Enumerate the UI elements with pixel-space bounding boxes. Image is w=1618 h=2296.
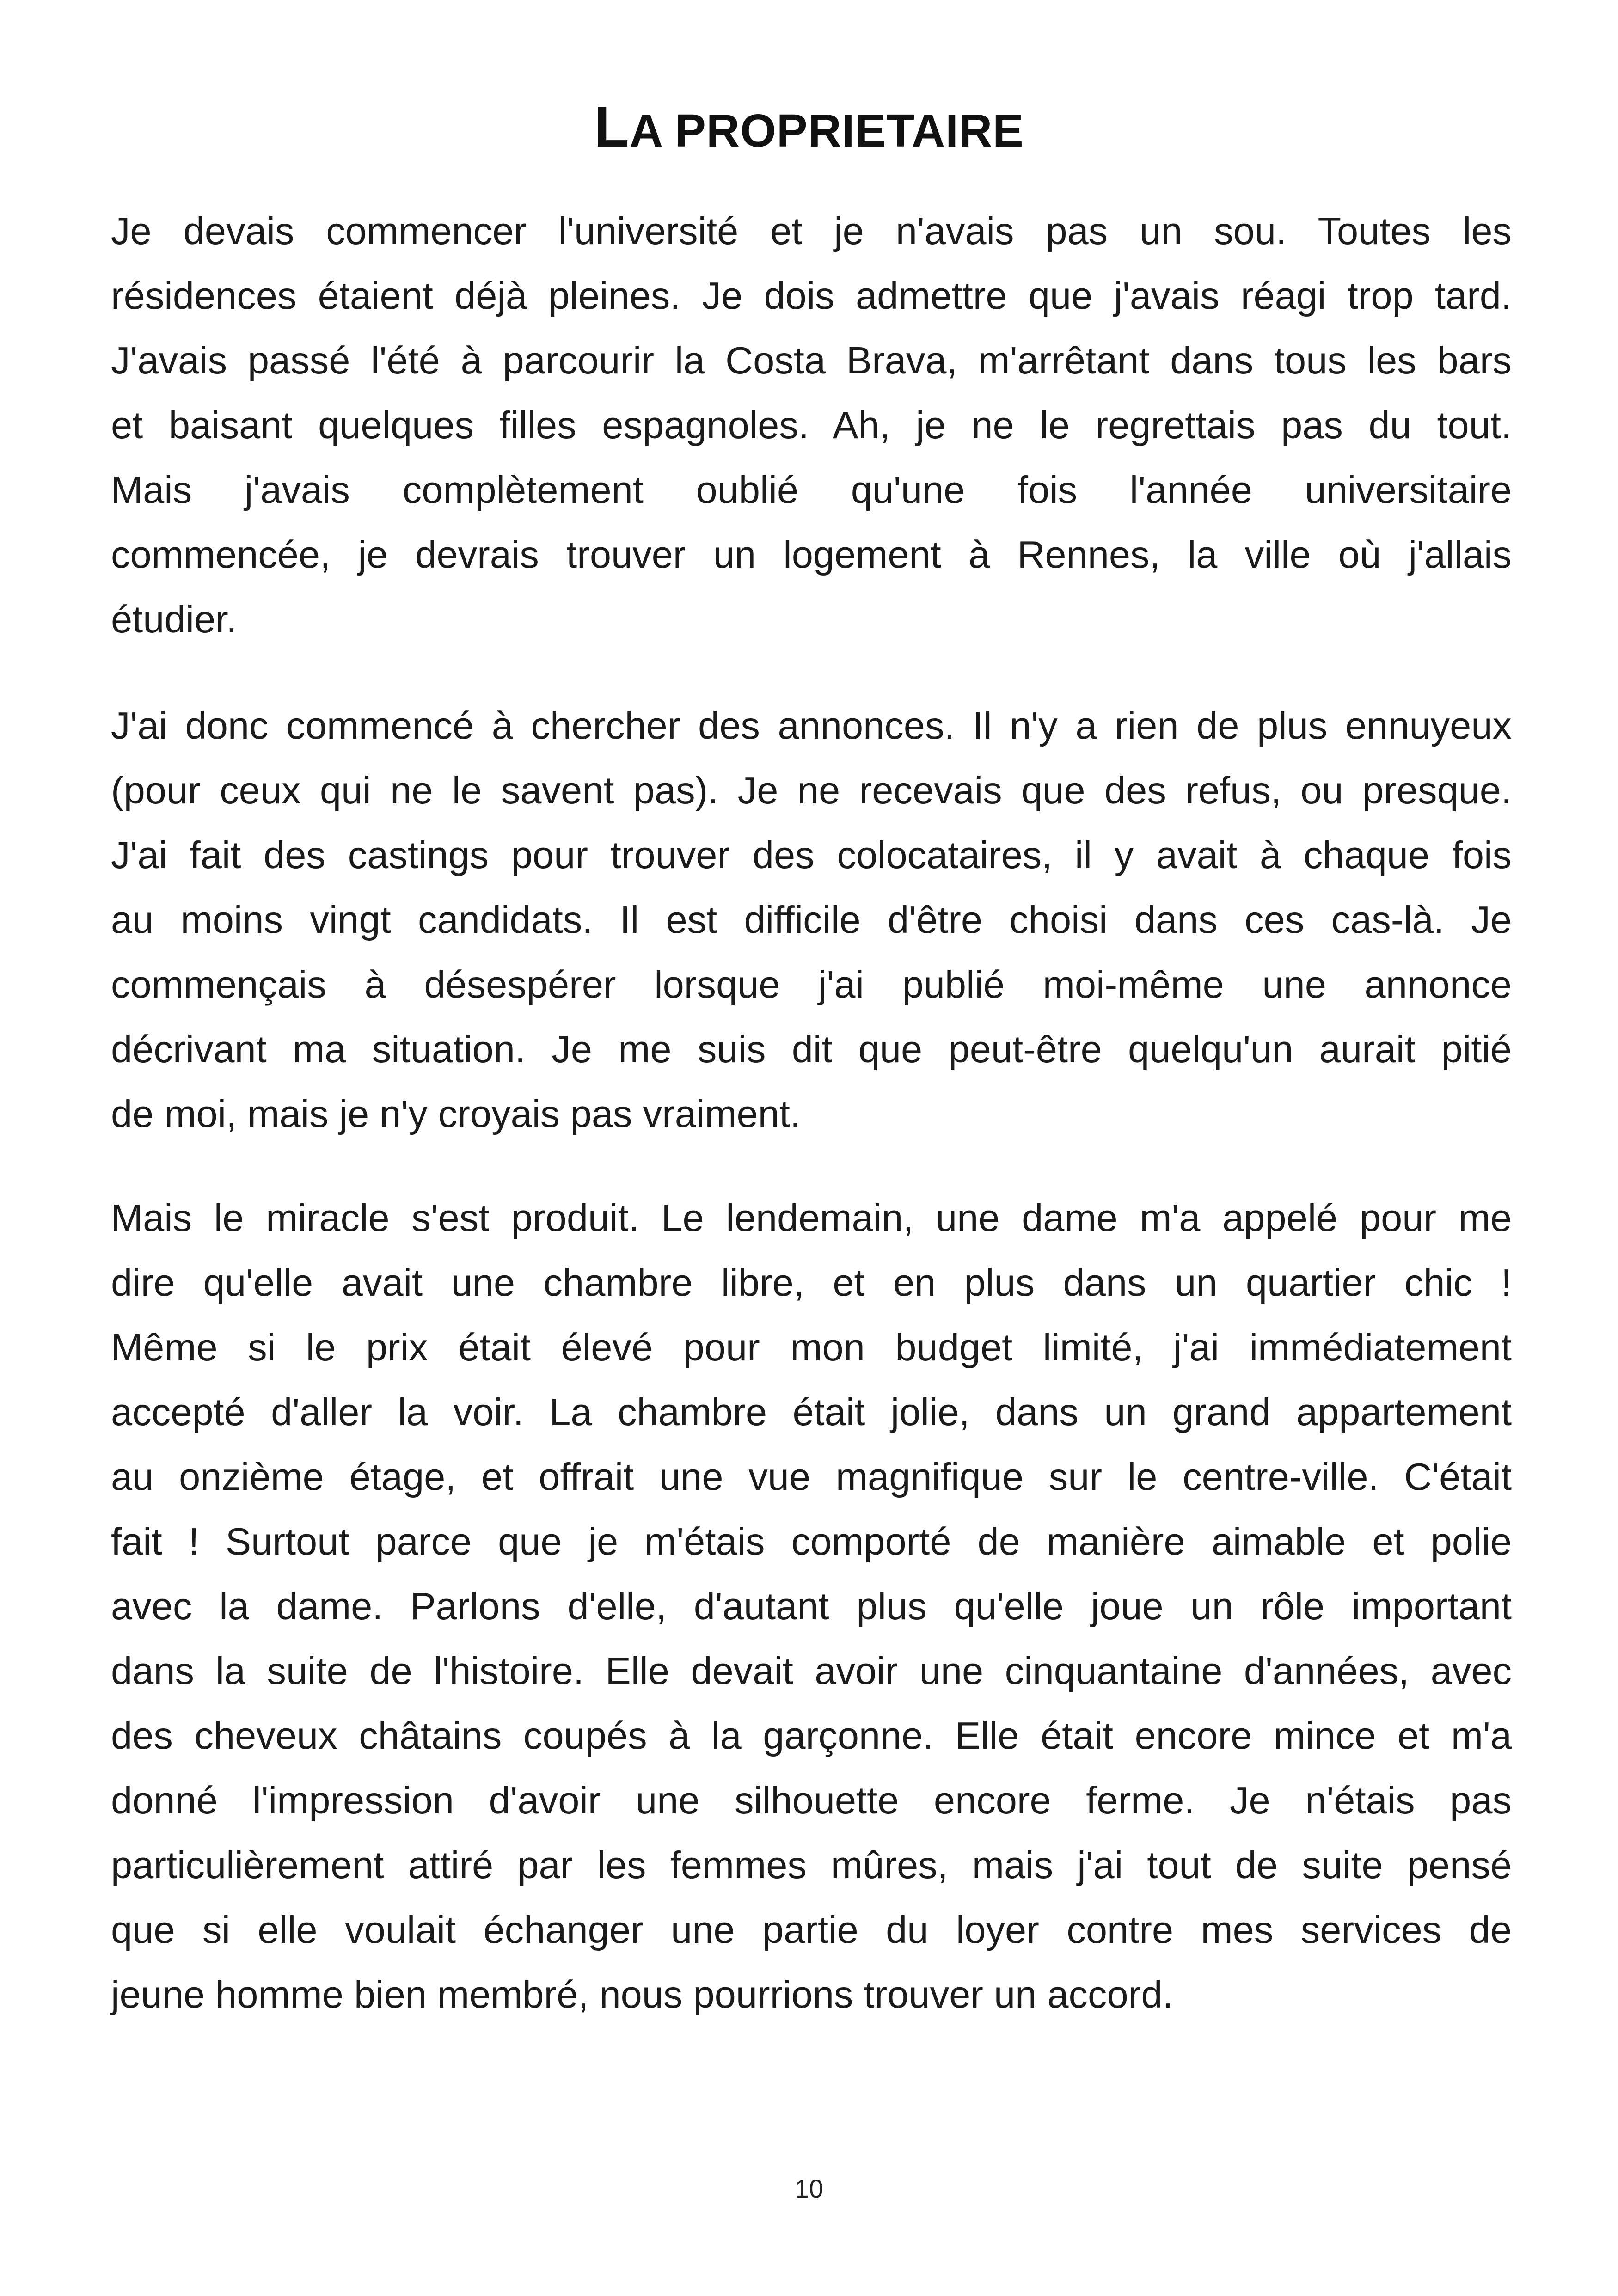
paragraph-line: accepté d'aller la voir. La chambre était jolie, dans un grand appartement (111, 1390, 1512, 1433)
paragraph-line: donné l'impression d'avoir une silhouette encore ferme. Je n'étais pas (111, 1779, 1512, 1822)
paragraph-3 (111, 1186, 1512, 2027)
title-rest: A PROPRIETAIRE (629, 105, 1024, 157)
paragraph-line: dans la suite de l'histoire. Elle devait avoir une cinquantaine d'années, avec (111, 1649, 1512, 1692)
paragraph-line: de moi, mais je n'y croyais pas vraiment. (111, 1092, 801, 1135)
chapter-title (0, 97, 1618, 161)
paragraph-line: décrivant ma situation. Je me suis dit que peut-être quelqu'un aurait pitié (111, 1028, 1512, 1071)
paragraph-1 (111, 199, 1512, 652)
paragraph-line: (pour ceux qui ne le savent pas). Je ne recevais que des refus, ou presque. (111, 769, 1512, 812)
paragraph-line: dire qu'elle avait une chambre libre, et en plus dans un quartier chic ! (111, 1261, 1512, 1304)
paragraph-line: avec la dame. Parlons d'elle, d'autant plus qu'elle joue un rôle important (111, 1585, 1512, 1628)
paragraph-line: particulièrement attiré par les femmes mûres, mais j'ai tout de suite pensé (111, 1843, 1512, 1886)
paragraph-line: et baisant quelques filles espagnoles. Ah, je ne le regrettais pas du tout. (111, 404, 1512, 447)
paragraph-line: J'ai donc commencé à chercher des annonces. Il n'y a rien de plus ennuyeux (111, 704, 1512, 747)
paragraph-line: J'ai fait des castings pour trouver des colocataires, il y avait à chaque fois (111, 833, 1512, 876)
paragraph-line: résidences étaient déjà pleines. Je dois admettre que j'avais réagi trop tard. (111, 274, 1512, 317)
paragraph-line: Je devais commencer l'université et je n'avais pas un sou. Toutes les (111, 209, 1512, 252)
paragraph-2 (111, 693, 1512, 1146)
paragraph-line: commençais à désespérer lorsque j'ai publié moi-même une annonce (111, 963, 1512, 1006)
paragraph-line: étudier. (111, 598, 237, 641)
paragraph-line: des cheveux châtains coupés à la garçonne. Elle était encore mince et m'a (111, 1714, 1512, 1757)
paragraph-line: fait ! Surtout parce que je m'étais comporté de manière aimable et polie (111, 1520, 1512, 1563)
paragraph-line: Mais le miracle s'est produit. Le lendemain, une dame m'a appelé pour me (111, 1196, 1512, 1239)
title-initial: L (594, 95, 630, 159)
paragraph-line: au onzième étage, et offrait une vue magnifique sur le centre-ville. C'était (111, 1455, 1512, 1498)
paragraph-line: J'avais passé l'été à parcourir la Costa Brava, m'arrêtant dans tous les bars (111, 339, 1512, 382)
paragraph-line: au moins vingt candidats. Il est difficile d'être choisi dans ces cas-là. Je (111, 898, 1512, 941)
paragraph-line: Mais j'avais complètement oublié qu'une fois l'année universitaire (111, 468, 1512, 511)
paragraph-line: que si elle voulait échanger une partie du loyer contre mes services de (111, 1908, 1512, 1951)
paragraph-line: commencée, je devrais trouver un logement à Rennes, la ville où j'allais (111, 533, 1512, 576)
paragraph-line: jeune homme bien membré, nous pourrions trouver un accord. (111, 1973, 1173, 2016)
page-number: 10 (794, 2174, 824, 2203)
paragraph-line: Même si le prix était élevé pour mon budget limité, j'ai immédiatement (111, 1326, 1512, 1369)
